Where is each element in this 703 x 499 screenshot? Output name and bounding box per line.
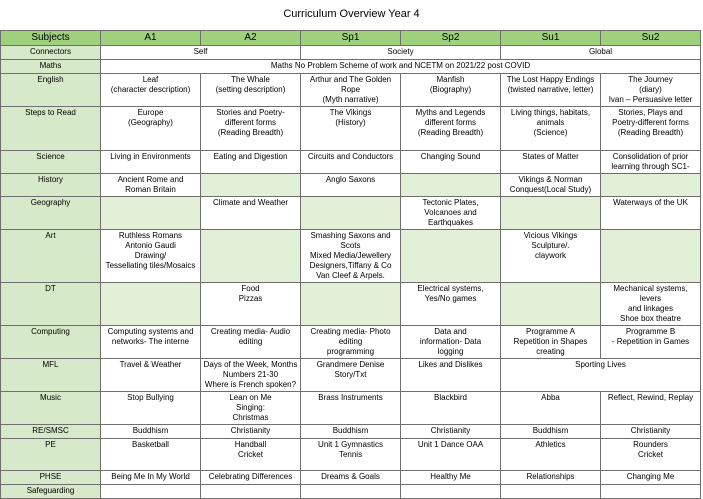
- phse-a1: Being Me In My World: [101, 471, 201, 485]
- music-su2: Reflect, Rewind, Replay: [601, 392, 701, 425]
- history-su2-empty: [601, 174, 701, 197]
- computing-su1: Programme A Repetition in Shapes creating: [501, 326, 601, 359]
- dt-a1-empty: [101, 283, 201, 326]
- safeguarding-su1-empty: [501, 485, 601, 499]
- steps-su2: Stories, Plays and Poetry-different forms (Reading Breadth): [601, 107, 701, 151]
- document-title: Curriculum Overview Year 4: [283, 8, 420, 20]
- label-phse: PHSE: [1, 471, 101, 485]
- safeguarding-a1-empty: [101, 485, 201, 499]
- row-music: [1, 392, 701, 425]
- safeguarding-su2-empty: [601, 485, 701, 499]
- row-mfl: [1, 359, 701, 392]
- pe-sp2: Unit 1 Dance OAA: [401, 439, 501, 471]
- computing-sp2: Data and information- Data logging: [401, 326, 501, 359]
- phse-sp2: Healthy Me: [401, 471, 501, 485]
- row-history: [1, 174, 701, 197]
- computing-a2: Creating media- Audio editing: [201, 326, 301, 359]
- label-english: English: [1, 74, 101, 107]
- label-dt: DT: [1, 283, 101, 326]
- row-geography: [1, 197, 701, 230]
- row-connectors: [1, 46, 701, 60]
- maths-scheme: Maths No Problem Scheme of work and NCETM on 2021/22 post COVID: [101, 60, 701, 74]
- history-a1: Ancient Rome and Roman Britain: [101, 174, 201, 197]
- dt-sp2: Electrical systems, Yes/No games: [401, 283, 501, 326]
- connector-society: Society: [301, 46, 501, 60]
- curriculum-table: [0, 30, 701, 499]
- science-a2: Eating and Digestion: [201, 151, 301, 174]
- pe-a2: Handball Cricket: [201, 439, 301, 471]
- english-a1: Leaf (character description): [101, 74, 201, 107]
- art-su1: Vicious Vikings Sculpture/. claywork: [501, 230, 601, 283]
- label-art: Art: [1, 230, 101, 283]
- row-dt: [1, 283, 701, 326]
- dt-a2: Food Pizzas: [201, 283, 301, 326]
- header-sp2: Sp2: [401, 31, 501, 46]
- label-history: History: [1, 174, 101, 197]
- row-phse: [1, 471, 701, 485]
- row-science: [1, 151, 701, 174]
- label-science: Science: [1, 151, 101, 174]
- label-re-smsc: RE/SMSC: [1, 425, 101, 439]
- computing-a1: Computing systems and networks- The interne: [101, 326, 201, 359]
- re-a2: Christianity: [201, 425, 301, 439]
- music-su1: Abba: [501, 392, 601, 425]
- music-a1: Stop Bullying: [101, 392, 201, 425]
- pe-sp1: Unit 1 Gymnastics Tennis: [301, 439, 401, 471]
- re-su2: Christianity: [601, 425, 701, 439]
- label-mfl: MFL: [1, 359, 101, 392]
- safeguarding-a2-empty: [201, 485, 301, 499]
- music-sp2: Blackbird: [401, 392, 501, 425]
- mfl-summer: Sporting Lives: [501, 359, 701, 392]
- phse-su1: Relationships: [501, 471, 601, 485]
- header-a2: A2: [201, 31, 301, 46]
- art-su2-empty: [601, 230, 701, 283]
- header-sp1: Sp1: [301, 31, 401, 46]
- mfl-sp1: Grandmere Denise Story/Txt: [301, 359, 401, 392]
- connector-self: Self: [101, 46, 301, 60]
- re-su1: Buddhism: [501, 425, 601, 439]
- mfl-a1: Travel & Weather: [101, 359, 201, 392]
- dt-su1-empty: [501, 283, 601, 326]
- geography-su1-empty: [501, 197, 601, 230]
- english-su2: The Journey (diary) Ivan – Persuasive letter: [601, 74, 701, 107]
- phse-a2: Celebrating Differences: [201, 471, 301, 485]
- geography-su2: Waterways of the UK: [601, 197, 701, 230]
- computing-sp1: Creating media- Photo editing programming: [301, 326, 401, 359]
- english-su1: The Lost Happy Endings (twisted narrative, letter): [501, 74, 601, 107]
- art-sp2-empty: [401, 230, 501, 283]
- phse-sp1: Dreams & Goals: [301, 471, 401, 485]
- header-su1: Su1: [501, 31, 601, 46]
- computing-su2: Programme B - Repetition in Games: [601, 326, 701, 359]
- row-steps-to-read: [1, 107, 701, 151]
- art-a1: Ruthless Romans Antonio Gaudi Drawing/ Tessellating tiles/Mosaics: [101, 230, 201, 283]
- row-pe: [1, 439, 701, 471]
- row-safeguarding: [1, 485, 701, 499]
- english-sp2: Manfish (Biography): [401, 74, 501, 107]
- english-sp1: Arthur and The Golden Rope (Myth narrative): [301, 74, 401, 107]
- header-row: [1, 31, 701, 46]
- pe-su2: Rounders Cricket: [601, 439, 701, 471]
- safeguarding-sp2-empty: [401, 485, 501, 499]
- dt-su2: Mechanical systems, levers and linkages Shoe box theatre: [601, 283, 701, 326]
- art-a2-empty: [201, 230, 301, 283]
- art-sp1: Smashing Saxons and Scots Mixed Media/Jewellery Designers,Tiffany & Co Van Cleef & Arpels.: [301, 230, 401, 283]
- geography-a2: Climate and Weather: [201, 197, 301, 230]
- header-su2: Su2: [601, 31, 701, 46]
- geography-sp2: Tectonic Plates, Volcanoes and Earthquakes: [401, 197, 501, 230]
- pe-a1: Basketball: [101, 439, 201, 471]
- music-sp1: Brass Instruments: [301, 392, 401, 425]
- mfl-a2: Days of the Week, Months Numbers 21-30 Where is French spoken?: [201, 359, 301, 392]
- label-pe: PE: [1, 439, 101, 471]
- pe-su1: Athletics: [501, 439, 601, 471]
- row-maths: [1, 60, 701, 74]
- science-su1: States of Matter: [501, 151, 601, 174]
- re-sp2: Christianity: [401, 425, 501, 439]
- row-re-smsc: [1, 425, 701, 439]
- english-a2: The Whale (setting description): [201, 74, 301, 107]
- re-a1: Buddhism: [101, 425, 201, 439]
- history-sp2-empty: [401, 174, 501, 197]
- steps-sp1: The Vikings (History): [301, 107, 401, 151]
- steps-a1: Europe (Geography): [101, 107, 201, 151]
- science-a1: Living in Environments: [101, 151, 201, 174]
- steps-sp2: Myths and Legends different forms (Reading Breadth): [401, 107, 501, 151]
- safeguarding-sp1-empty: [301, 485, 401, 499]
- row-art: [1, 230, 701, 283]
- label-maths: Maths: [1, 60, 101, 74]
- music-a2: Lean on Me Singing: Christmas: [201, 392, 301, 425]
- science-su2: Consolidation of prior learning through SC1-: [601, 151, 701, 174]
- history-a2-empty: [201, 174, 301, 197]
- row-english: [1, 74, 701, 107]
- history-su1: Vikings & Norman Conquest(Local Study): [501, 174, 601, 197]
- geography-a1-empty: [101, 197, 201, 230]
- label-connectors: Connectors: [1, 46, 101, 60]
- header-a1: A1: [101, 31, 201, 46]
- label-steps-to-read: Steps to Read: [1, 107, 101, 151]
- row-computing: [1, 326, 701, 359]
- steps-su1: Living things, habitats, animals (Science): [501, 107, 601, 151]
- connector-global: Global: [501, 46, 701, 60]
- mfl-sp2: Likes and Dislikes: [401, 359, 501, 392]
- label-geography: Geography: [1, 197, 101, 230]
- phse-su2: Changing Me: [601, 471, 701, 485]
- label-safeguarding: Safeguarding: [1, 485, 101, 499]
- label-computing: Computing: [1, 326, 101, 359]
- science-sp1: Circuits and Conductors: [301, 151, 401, 174]
- history-sp1: Anglo Saxons: [301, 174, 401, 197]
- steps-a2: Stories and Poetry- different forms (Reading Breadth): [201, 107, 301, 151]
- geography-sp1-empty: [301, 197, 401, 230]
- label-music: Music: [1, 392, 101, 425]
- header-subjects: Subjects: [1, 31, 101, 46]
- science-sp2: Changing Sound: [401, 151, 501, 174]
- re-sp1: Buddhism: [301, 425, 401, 439]
- dt-sp1-empty: [301, 283, 401, 326]
